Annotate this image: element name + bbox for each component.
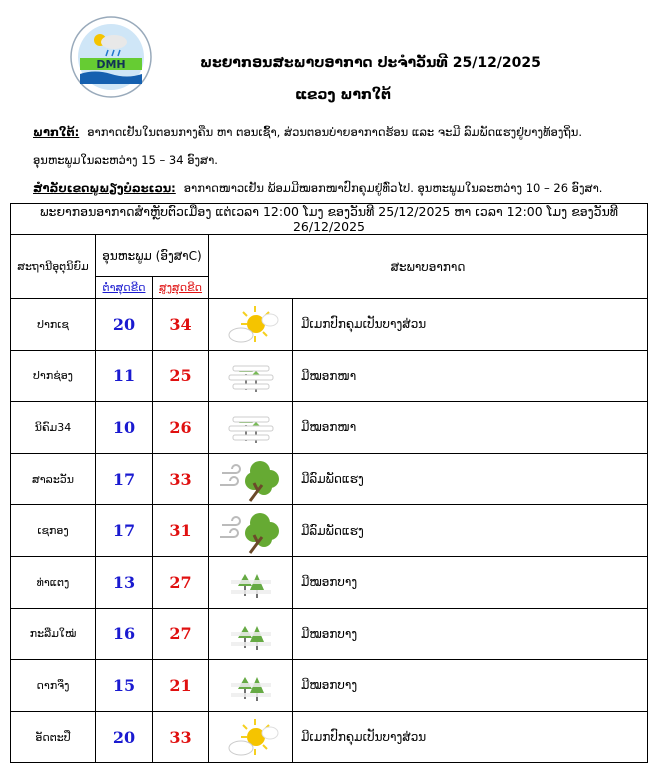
south-temp: ອຸນຫະພູມໃນລະຫວ່າງ 15 – 34 ອົງສາ. xyxy=(33,153,218,167)
max-temp: 34 xyxy=(153,299,209,351)
wind-tree-icon xyxy=(209,453,293,505)
max-temp: 26 xyxy=(153,402,209,454)
station-name: ປາກຊ່ອງ xyxy=(11,350,96,402)
weather-condition: ມີເມກປົກຄຸມເປັນບາງສ່ວນ xyxy=(293,711,648,763)
table-caption: ພະຍາກອນອາກາດສຳຫຼັບຕົວເມືອງ ແຕ່ເວລາ 12:00 ໂມງ ຂອງວັນທີ 25/12/2025 ຫາ ເວລາ 12:00 ໂມງ ຂອງວັນທີ 26/12/2025 xyxy=(11,204,648,235)
min-temp: 20 xyxy=(96,299,153,351)
station-name: ເຊກອງ xyxy=(11,505,96,557)
table-row xyxy=(11,299,648,351)
station-name: ອັດຕະປື xyxy=(11,711,96,763)
station-name: ນິຄົມ34 xyxy=(11,402,96,454)
station-name: ດາກຈຶງ xyxy=(11,660,96,712)
partly-cloudy-icon xyxy=(209,299,293,351)
temp-header: ອຸນຫະພູມ (ອົງສາC) xyxy=(96,235,209,277)
station-name: ກະລືມໃໝ່ xyxy=(11,608,96,660)
weather-header: ສະພາບອາກາດ xyxy=(209,235,648,299)
weather-condition: ມີໝອກໜາ xyxy=(293,350,648,402)
max-temp: 31 xyxy=(153,505,209,557)
min-temp: 15 xyxy=(96,660,153,712)
station-header: ສະຖານີອຸຕຸນິຍົມ xyxy=(11,235,96,299)
table-row xyxy=(11,556,648,608)
min-header: ຕ່ຳສຸດຂີດ xyxy=(96,277,153,299)
light-fog-icon xyxy=(209,660,293,712)
station-name: ທ່າແຕງ xyxy=(11,556,96,608)
max-header: ສູງສຸດຂີດ xyxy=(153,277,209,299)
weather-condition: ມີລົມພັດແຮງ xyxy=(293,453,648,505)
weather-condition: ມີໝອກໜາ xyxy=(293,402,648,454)
min-temp: 17 xyxy=(96,453,153,505)
min-temp: 10 xyxy=(96,402,153,454)
svg-text:DMH: DMH xyxy=(96,58,126,71)
table-row xyxy=(11,711,648,763)
forecast-table xyxy=(10,203,648,763)
min-temp: 13 xyxy=(96,556,153,608)
table-row xyxy=(11,402,648,454)
plateau-summary: ສຳລັບເຂດພູພຽງບໍລະເວນ: ອາກາດໜາວເຢັນ ພ້ອມມີໝອກໜາປົກຄຸມຢູ່ທົ່ວໄປ. ອຸນຫະພູມໃນລະຫວ່າງ 10 – 26 ອົງສາ. xyxy=(33,181,603,195)
max-temp: 33 xyxy=(153,711,209,763)
weather-condition: ມີລົມພັດແຮງ xyxy=(293,505,648,557)
dmh-logo xyxy=(70,16,152,98)
weather-condition: ມີໝອກບາງ xyxy=(293,608,648,660)
table-row xyxy=(11,350,648,402)
max-temp: 33 xyxy=(153,453,209,505)
table-row xyxy=(11,608,648,660)
light-fog-icon xyxy=(209,556,293,608)
page-title: ພະຍາກອນສະພາບອາກາດ ປະຈຳວັນທີ 25/12/2025 xyxy=(200,55,541,71)
max-temp: 21 xyxy=(153,660,209,712)
partly-cloudy-icon xyxy=(209,711,293,763)
dense-fog-icon xyxy=(209,402,293,454)
min-temp: 11 xyxy=(96,350,153,402)
station-name: ສາລະວັນ xyxy=(11,453,96,505)
min-temp: 17 xyxy=(96,505,153,557)
weather-condition: ມີໝອກບາງ xyxy=(293,556,648,608)
weather-condition: ມີເມກປົກຄຸມເປັນບາງສ່ວນ xyxy=(293,299,648,351)
page-subtitle: ແຂວງ ພາກໃຕ້ xyxy=(295,87,392,103)
wind-tree-icon xyxy=(209,505,293,557)
dense-fog-icon xyxy=(209,350,293,402)
table-row xyxy=(11,453,648,505)
south-summary: ພາກໃຕ້: ອາກາດເຢັນໃນຕອນກາງຄືນ ຫາ ຕອນເຊົ້າ, ສ່ວນຕອນບ່າຍອາກາດຮ້ອນ ແລະ ຈະມີ ລົມພັດແຮງຢູ່ບາງທ້ອງຖິ່ນ. xyxy=(33,125,583,139)
station-name: ປາກເຊ xyxy=(11,299,96,351)
max-temp: 27 xyxy=(153,556,209,608)
min-temp: 16 xyxy=(96,608,153,660)
max-temp: 27 xyxy=(153,608,209,660)
light-fog-icon xyxy=(209,608,293,660)
min-temp: 20 xyxy=(96,711,153,763)
weather-condition: ມີໝອກບາງ xyxy=(293,660,648,712)
max-temp: 25 xyxy=(153,350,209,402)
table-row xyxy=(11,505,648,557)
table-row xyxy=(11,660,648,712)
